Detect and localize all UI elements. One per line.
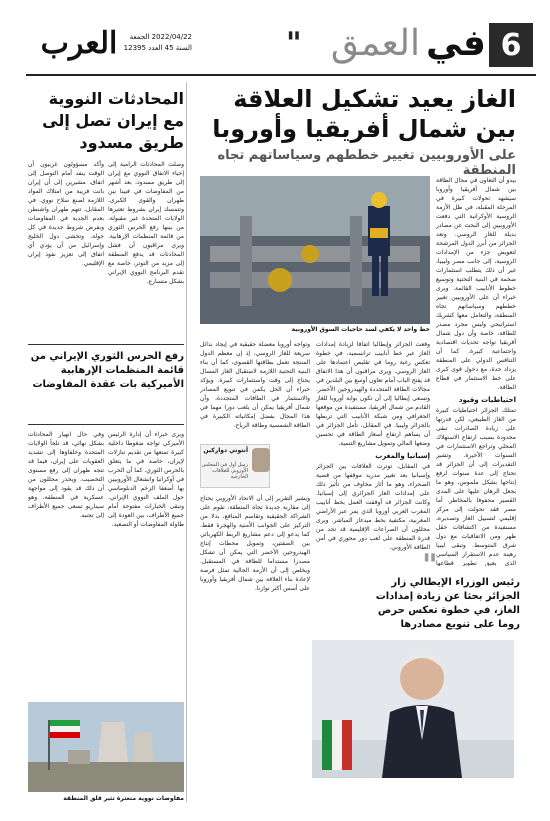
author-name: أنتوني دواركين <box>203 447 248 454</box>
main-paragraph: وتواجه أوروبا معضلة حقيقية في إيجاد بدائل سريعة للغاز الروسي، إذ إن معظم الدول المنتجة تعمل بطاقتها القصوى، كما أن بناء البنية التحتية اللازمة لاستقبال الغاز المسال يحتاج إلى وقت واستثمارات كبيرة. ويؤكد خبراء أن الحل يكمن في تنويع المصادر والاستثمار في الطاقات المتجددة، وأن شمال أفريقيا يمكن أن يلعب دورا مهما في هذا المجال بفضل إمكانياته الكبيرة في الطاقة الشمسية وطاقة الرياح. <box>200 341 310 429</box>
column-divider <box>186 82 187 802</box>
side-column-b <box>28 160 104 340</box>
quote-mark-icon: " <box>286 26 302 61</box>
issue-info <box>118 32 192 54</box>
side-paragraph: ويرى خبراء أن إدارة الرئيس الأميركي تواجه ضغوطا داخلية كبيرة تمنعها من تقديم تنازلات لإيران، خاصة في ما يتعلق بالحرس الثوري. كما أن الحرب في أوكرانيا وانشغال الأوروبيين بها أضعفا الزخم الدبلوماسي حول الملف النووي الإيراني. وتبقى الخيارات مفتوحة أمام جميع الأطراف، بين العودة إلى طاولة المفاوضات أو التصعيد. <box>108 431 184 528</box>
main-column-right <box>436 176 516 566</box>
main-crosshead-1: احتياطيات وقيود <box>458 396 516 404</box>
main-column-left-bottom <box>200 494 310 790</box>
main-paragraph: يبدو أن التعاون في مجال الطاقة بين شمال أفريقيا وأوروبا سيشهد تحولات كبيرة في المرحلة المقبلة، في ظل الأزمة الروسية الأوكرانية التي دفعت الأوروبيين إلى البحث عن مصادر بديلة للغاز الروسي. وتعد الجزائر من أبرز الدول المرشحة لتعويض جزء من الإمدادات الروسية، إلى جانب مصر وليبيا، غير أن ذلك يتطلب استثمارات ضخمة في البنية التحتية وتوسيع خطوط الأنابيب القائمة. ويرى خبراء أن على الأوروبيين تغيير خططهم وسياساتهم تجاه المنطقة، والتعامل معها كشريك استراتيجي وليس مجرد مصدر للطاقة، خاصة وأن دول شمال أفريقيا تواجه تحديات اقتصادية واجتماعية كبيرة. كما أن التنافس الدولي على المنطقة يزداد حدة، مع دخول قوى كبرى على خط الاستثمار في قطاع الطاقة. <box>436 177 516 391</box>
pull-quote-icon: " <box>422 548 438 583</box>
main-headline <box>194 84 516 144</box>
pull-quote: رئيس الوزراء الإيطالي زار الجزائر بحثا عن زيادة إمدادات الغاز، في خطوة تعكس حرص روما على تنويع مصادرها <box>375 577 520 630</box>
side-quote-rule <box>28 424 184 425</box>
main-paragraph: وقعت الجزائر وإيطاليا اتفاقا لزيادة إمدادات الغاز عبر خط أنابيب ترانسميد، في خطوة تعكس رغبة روما في تقليص اعتمادها على الغاز الروسي. ويرى مراقبون أن هذا الاتفاق قد يفتح الباب أمام تعاون أوسع بين البلدين في مجالات الطاقة المتجددة والهيدروجين الأخضر. وتسعى إيطاليا إلى أن تكون بوابة أوروبا للغاز القادم من شمال أفريقيا، مستفيدة من موقعها الجغرافي ومن شبكة الأنابيب التي تربطها بالجزائر وليبيا. في المقابل، تأمل الجزائر في أن يساهم ارتفاع أسعار الطاقة في تحسين وضعها المالي وتمويل مشاريع التنمية. <box>316 341 430 447</box>
politician-illustration <box>312 640 514 778</box>
issue-number: السنة 45 العدد 12395 <box>123 44 192 52</box>
main-column-middle <box>316 340 430 560</box>
nuclear-plant-photo <box>28 702 184 792</box>
side-column-c <box>108 430 184 696</box>
section-title-amq: العمق <box>330 22 420 64</box>
header-rule <box>26 74 536 76</box>
nuclear-plant-illustration <box>28 702 184 792</box>
side-headline: المحادثات النووية مع إيران تصل إلى طريق مسدود <box>42 89 184 152</box>
main-paragraph: تمتلك الجزائر احتياطيات كبيرة من الغاز الطبيعي، لكن قدرتها على زيادة الصادرات تبقى محدودة بسبب ارتفاع الاستهلاك المحلي وتراجع الاستثمارات في السنوات الأخيرة. وتشير التقديرات إلى أن الجزائر قد تحتاج إلى عدة سنوات لرفع إنتاجها بشكل ملموس، وهو ما يجعل الرهان عليها على المدى القصير محفوفا بالمخاطر. أما مصر فقد تحولت إلى مركز إقليمي لتسييل الغاز وتصديره، مستفيدة من اكتشافات حقل ظهر ومن الاتفاقيات مع دول شرق المتوسط. وتبقى ليبيا رهينة عدم الاستقرار السياسي الذي يعيق تطوير قطاعها <box>436 407 516 566</box>
pipeline-photo-caption: خط واحد لا يكفي لسد حاجيات السوق الأوروبية <box>291 326 430 333</box>
main-headline-line2: بين شمال أفريقيا وأوروبا <box>212 115 516 143</box>
page-number: 6 <box>489 23 533 67</box>
side-paragraph: وأكد مسؤولون غربيون أن الوقت ينفد أمام التوصل إلى اتفاق، مشيرين إلى أن إيران باتت قريبة من امتلاك المواد اللازمة لصنع سلاح نووي. في المقابل، تتهم طهران واشنطن بعدم الجدية في المفاوضات وبفرض شروط جديدة في كل جولة. وتخشى دول الخليج وإسرائيل من أن يؤدي أي اتفاق إلى تعزيز نفوذ إيران الإقليمي. <box>28 161 104 267</box>
pipeline-photo <box>200 176 430 324</box>
main-paragraph: ويشير التقرير إلى أن الاتحاد الأوروبي يحتاج إلى مقاربة جديدة تجاه المنطقة، تقوم على الشراكة الحقيقية وتقاسم المنافع، بدلا من التركيز على الجوانب الأمنية والهجرة فقط. كما يدعو إلى دعم مشاريع الربط الكهربائي بين الضفتين، وتمويل محطات إنتاج الهيدروجين الأخضر التي يمكن أن تشكل مصدرا مستداما للطاقة في المستقبل. ويخلص إلى أن الأزمة الحالية تمثل فرصة لإعادة بناء العلاقة بين شمال أفريقيا وأوروبا على أسس أكثر توازنا. <box>200 495 310 592</box>
main-paragraph: في المقابل، توترت العلاقات بين الجزائر وإسبانيا بعد تغيير مدريد موقفها من قضية الصحراء، وهو ما أثار مخاوف من تأثير ذلك على إمدادات الغاز الجزائري إلى إسبانيا. وكانت الجزائر قد أوقفت العمل بخط أنابيب المغرب العربي أوروبا الذي يمر عبر الأراضي المغربية، مكتفية بخط ميدغاز المباشر. ويرى محللون أن الصراعات الإقليمية قد تحد من قدرة المنطقة على لعب دور محوري في أمن الطاقة الأوروبي. <box>316 463 430 551</box>
nuclear-plant-caption: مفاوضات نووية متعثرة تثير قلق المنطقة <box>63 795 184 802</box>
side-column-a <box>108 160 184 340</box>
side-column-d <box>28 430 104 696</box>
politician-photo <box>312 640 514 778</box>
newspaper-logo: العرب <box>40 26 118 61</box>
main-subhead: على الأوروبيين تغيير خططهم وسياساتهم تجاه المنطقة <box>217 148 516 178</box>
main-crosshead-2: إسبانيا والمغرب <box>375 452 430 460</box>
author-role: زميل أول في المجلس الأوروبي للعلاقات الخارجية <box>201 462 248 480</box>
main-column-left-top <box>200 340 310 440</box>
side-paragraph: وصلت المحادثات الرامية إلى إحياء الاتفاق النووي مع إيران إلى طريق مسدود، بعد أشهر من المفاوضات في فيينا بين طهران والقوى الكبرى. وتتمسك إيران بشروط تعتبرها الولايات المتحدة غير مقبولة، من بينها رفع الحرس الثوري من قائمة المنظمات الإرهابية. ويرى مراقبون أن فشل المحادثات قد يدفع المنطقة إلى مزيد من التوتر، خاصة مع تقدم البرنامج النووي الإيراني بشكل متسارع. <box>108 161 184 285</box>
author-avatar <box>252 448 270 472</box>
section-title <box>300 18 486 68</box>
side-paragraph: وفي حال انهيار المحادثات بشكل نهائي، قد تلجأ الولايات المتحدة وحلفاؤها إلى تشديد العقوبات على إيران، فيما قد تتجه طهران إلى رفع مستوى التخصيب. ويحذر محللون من أن ذلك قد يقود إلى مواجهة عسكرية في المنطقة، وهو سيناريو تسعى جميع الأطراف إلى تجنبه. <box>28 431 104 519</box>
pipeline-illustration <box>200 176 430 324</box>
section-title-fi: في <box>426 22 486 64</box>
main-headline-line1: الغاز يعيد تشكيل العلاقة <box>233 85 516 113</box>
side-quote-rule <box>28 344 184 345</box>
issue-date: 2022/04/22 الجمعة <box>129 33 192 41</box>
side-quote: رفع الحرس الثوري الإيراني من قائمة المنظمات الإرهابية الأميركية بات عقدة المفاوضات <box>30 351 184 390</box>
